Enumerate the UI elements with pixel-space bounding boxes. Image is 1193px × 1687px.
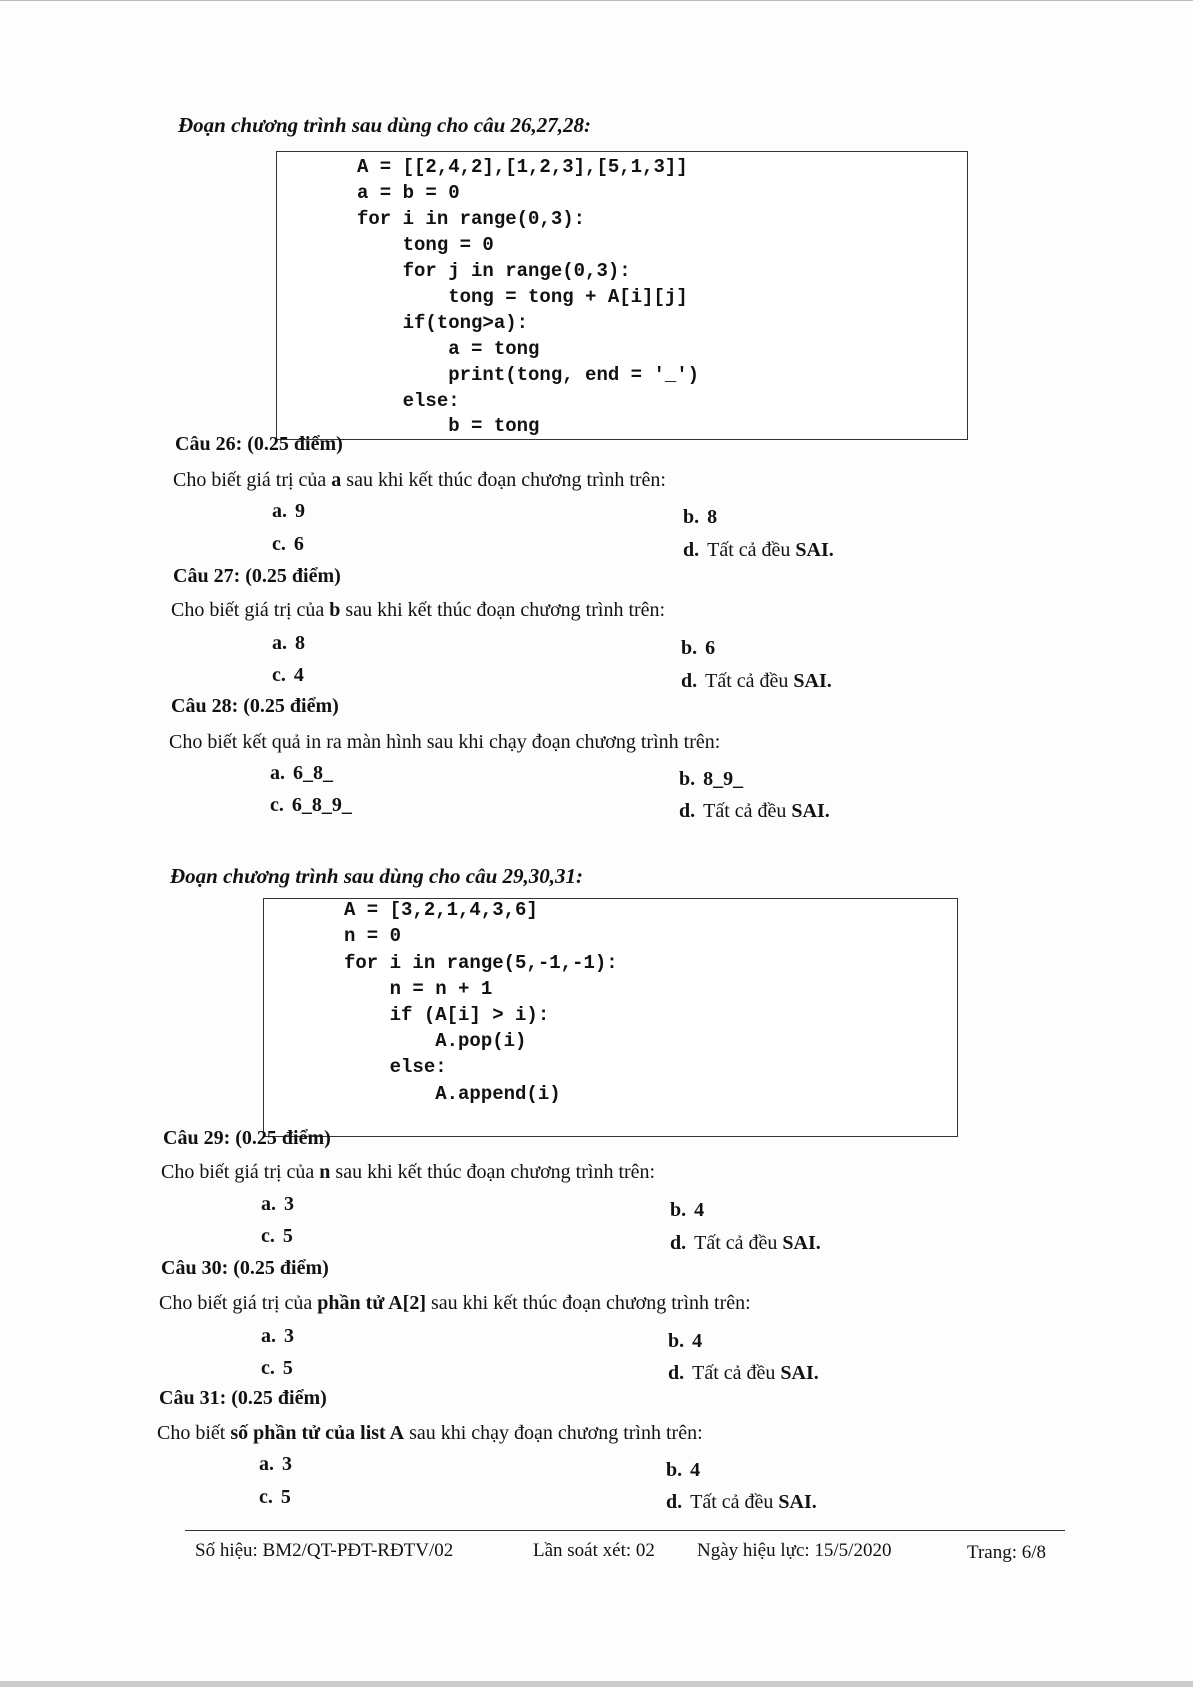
- code-line: n = 0: [344, 925, 402, 947]
- code-line: if(tong>a):: [357, 312, 529, 334]
- footer-doc-id: Số hiệu: BM2/QT-PĐT-RĐTV/02: [195, 1540, 454, 1561]
- q28-option-c: c. 6_8_9_: [270, 794, 352, 816]
- code-line: a = b = 0: [357, 182, 460, 204]
- q31-option-b: b. 4: [666, 1459, 701, 1481]
- question-27-text: Cho biết giá trị của b sau khi kết thúc đoạn chương trình trên:: [171, 599, 666, 621]
- q26-option-d: d. Tất cả đều SAI.: [683, 539, 834, 561]
- q30-option-d: d. Tất cả đều SAI.: [668, 1362, 819, 1384]
- code-line: A = [[2,4,2],[1,2,3],[5,1,3]]: [357, 156, 688, 178]
- code-line: else:: [357, 390, 460, 412]
- code-block-1: [276, 151, 968, 440]
- code-block-2: [263, 898, 958, 1137]
- code-line: A.pop(i): [344, 1030, 527, 1052]
- q26-option-a: a. 9: [272, 500, 305, 522]
- q28-option-b: b. 8_9_: [679, 768, 744, 790]
- footer-page-number: Trang: 6/8: [967, 1542, 1047, 1563]
- question-31-text: Cho biết số phần tử của list A sau khi chạy đoạn chương trình trên:: [157, 1422, 703, 1444]
- question-26-heading: Câu 26: (0.25 điểm): [175, 433, 343, 455]
- question-30-text: Cho biết giá trị của phần tử A[2] sau khi kết thúc đoạn chương trình trên:: [159, 1292, 751, 1314]
- section-title-2: Đoạn chương trình sau dùng cho câu 29,30,31:: [170, 864, 584, 888]
- q26-option-b: b. 8: [683, 506, 718, 528]
- question-31-heading: Câu 31: (0.25 điểm): [159, 1387, 327, 1409]
- question-30-heading: Câu 30: (0.25 điểm): [161, 1257, 329, 1279]
- q27-option-b: b. 6: [681, 637, 716, 659]
- code-line: if (A[i] > i):: [344, 1004, 550, 1026]
- question-26-text: Cho biết giá trị của a sau khi kết thúc đoạn chương trình trên:: [173, 469, 666, 491]
- footer-divider: [185, 1530, 1065, 1531]
- code-line: for i in range(0,3):: [357, 208, 586, 230]
- question-29-text: Cho biết giá trị của n sau khi kết thúc đoạn chương trình trên:: [161, 1161, 656, 1183]
- q27-option-a: a. 8: [272, 632, 305, 654]
- question-29-heading: Câu 29: (0.25 điểm): [163, 1127, 331, 1149]
- q30-option-a: a. 3: [261, 1325, 294, 1347]
- footer-revision: Lần soát xét: 02: [533, 1540, 655, 1561]
- q31-option-c: c. 5: [259, 1486, 291, 1508]
- code-line: b = tong: [357, 415, 540, 437]
- question-28-text: Cho biết kết quả in ra màn hình sau khi chạy đoạn chương trình trên:: [169, 731, 721, 753]
- scan-bottom-edge: [0, 1681, 1193, 1687]
- q29-option-d: d. Tất cả đều SAI.: [670, 1232, 821, 1254]
- question-28-heading: Câu 28: (0.25 điểm): [171, 695, 339, 717]
- q29-option-b: b. 4: [670, 1199, 705, 1221]
- q30-option-b: b. 4: [668, 1330, 703, 1352]
- q28-option-a: a. 6_8_: [270, 762, 333, 784]
- q31-option-d: d. Tất cả đều SAI.: [666, 1491, 817, 1513]
- code-line: print(tong, end = '_'): [357, 364, 700, 386]
- section-title-1: Đoạn chương trình sau dùng cho câu 26,27,28:: [178, 113, 592, 137]
- code-line: for i in range(5,-1,-1):: [344, 952, 618, 974]
- code-line: A.append(i): [344, 1083, 561, 1105]
- code-line: else:: [344, 1056, 447, 1078]
- top-edge-line: [0, 0, 1193, 1]
- footer-effective-date: Ngày hiệu lực: 15/5/2020: [697, 1540, 892, 1561]
- code-line: A = [3,2,1,4,3,6]: [344, 899, 538, 921]
- q30-option-c: c. 5: [261, 1357, 293, 1379]
- code-line: tong = 0: [357, 234, 494, 256]
- code-line: a = tong: [357, 338, 540, 360]
- code-line: for j in range(0,3):: [357, 260, 631, 282]
- q29-option-c: c. 5: [261, 1225, 293, 1247]
- q29-option-a: a. 3: [261, 1193, 294, 1215]
- code-line: tong = tong + A[i][j]: [357, 286, 688, 308]
- code-line: n = n + 1: [344, 978, 493, 1000]
- question-27-heading: Câu 27: (0.25 điểm): [173, 565, 341, 587]
- q27-option-c: c. 4: [272, 664, 304, 686]
- q26-option-c: c. 6: [272, 533, 304, 555]
- q27-option-d: d. Tất cả đều SAI.: [681, 670, 832, 692]
- q28-option-d: d. Tất cả đều SAI.: [679, 800, 830, 822]
- q31-option-a: a. 3: [259, 1453, 292, 1475]
